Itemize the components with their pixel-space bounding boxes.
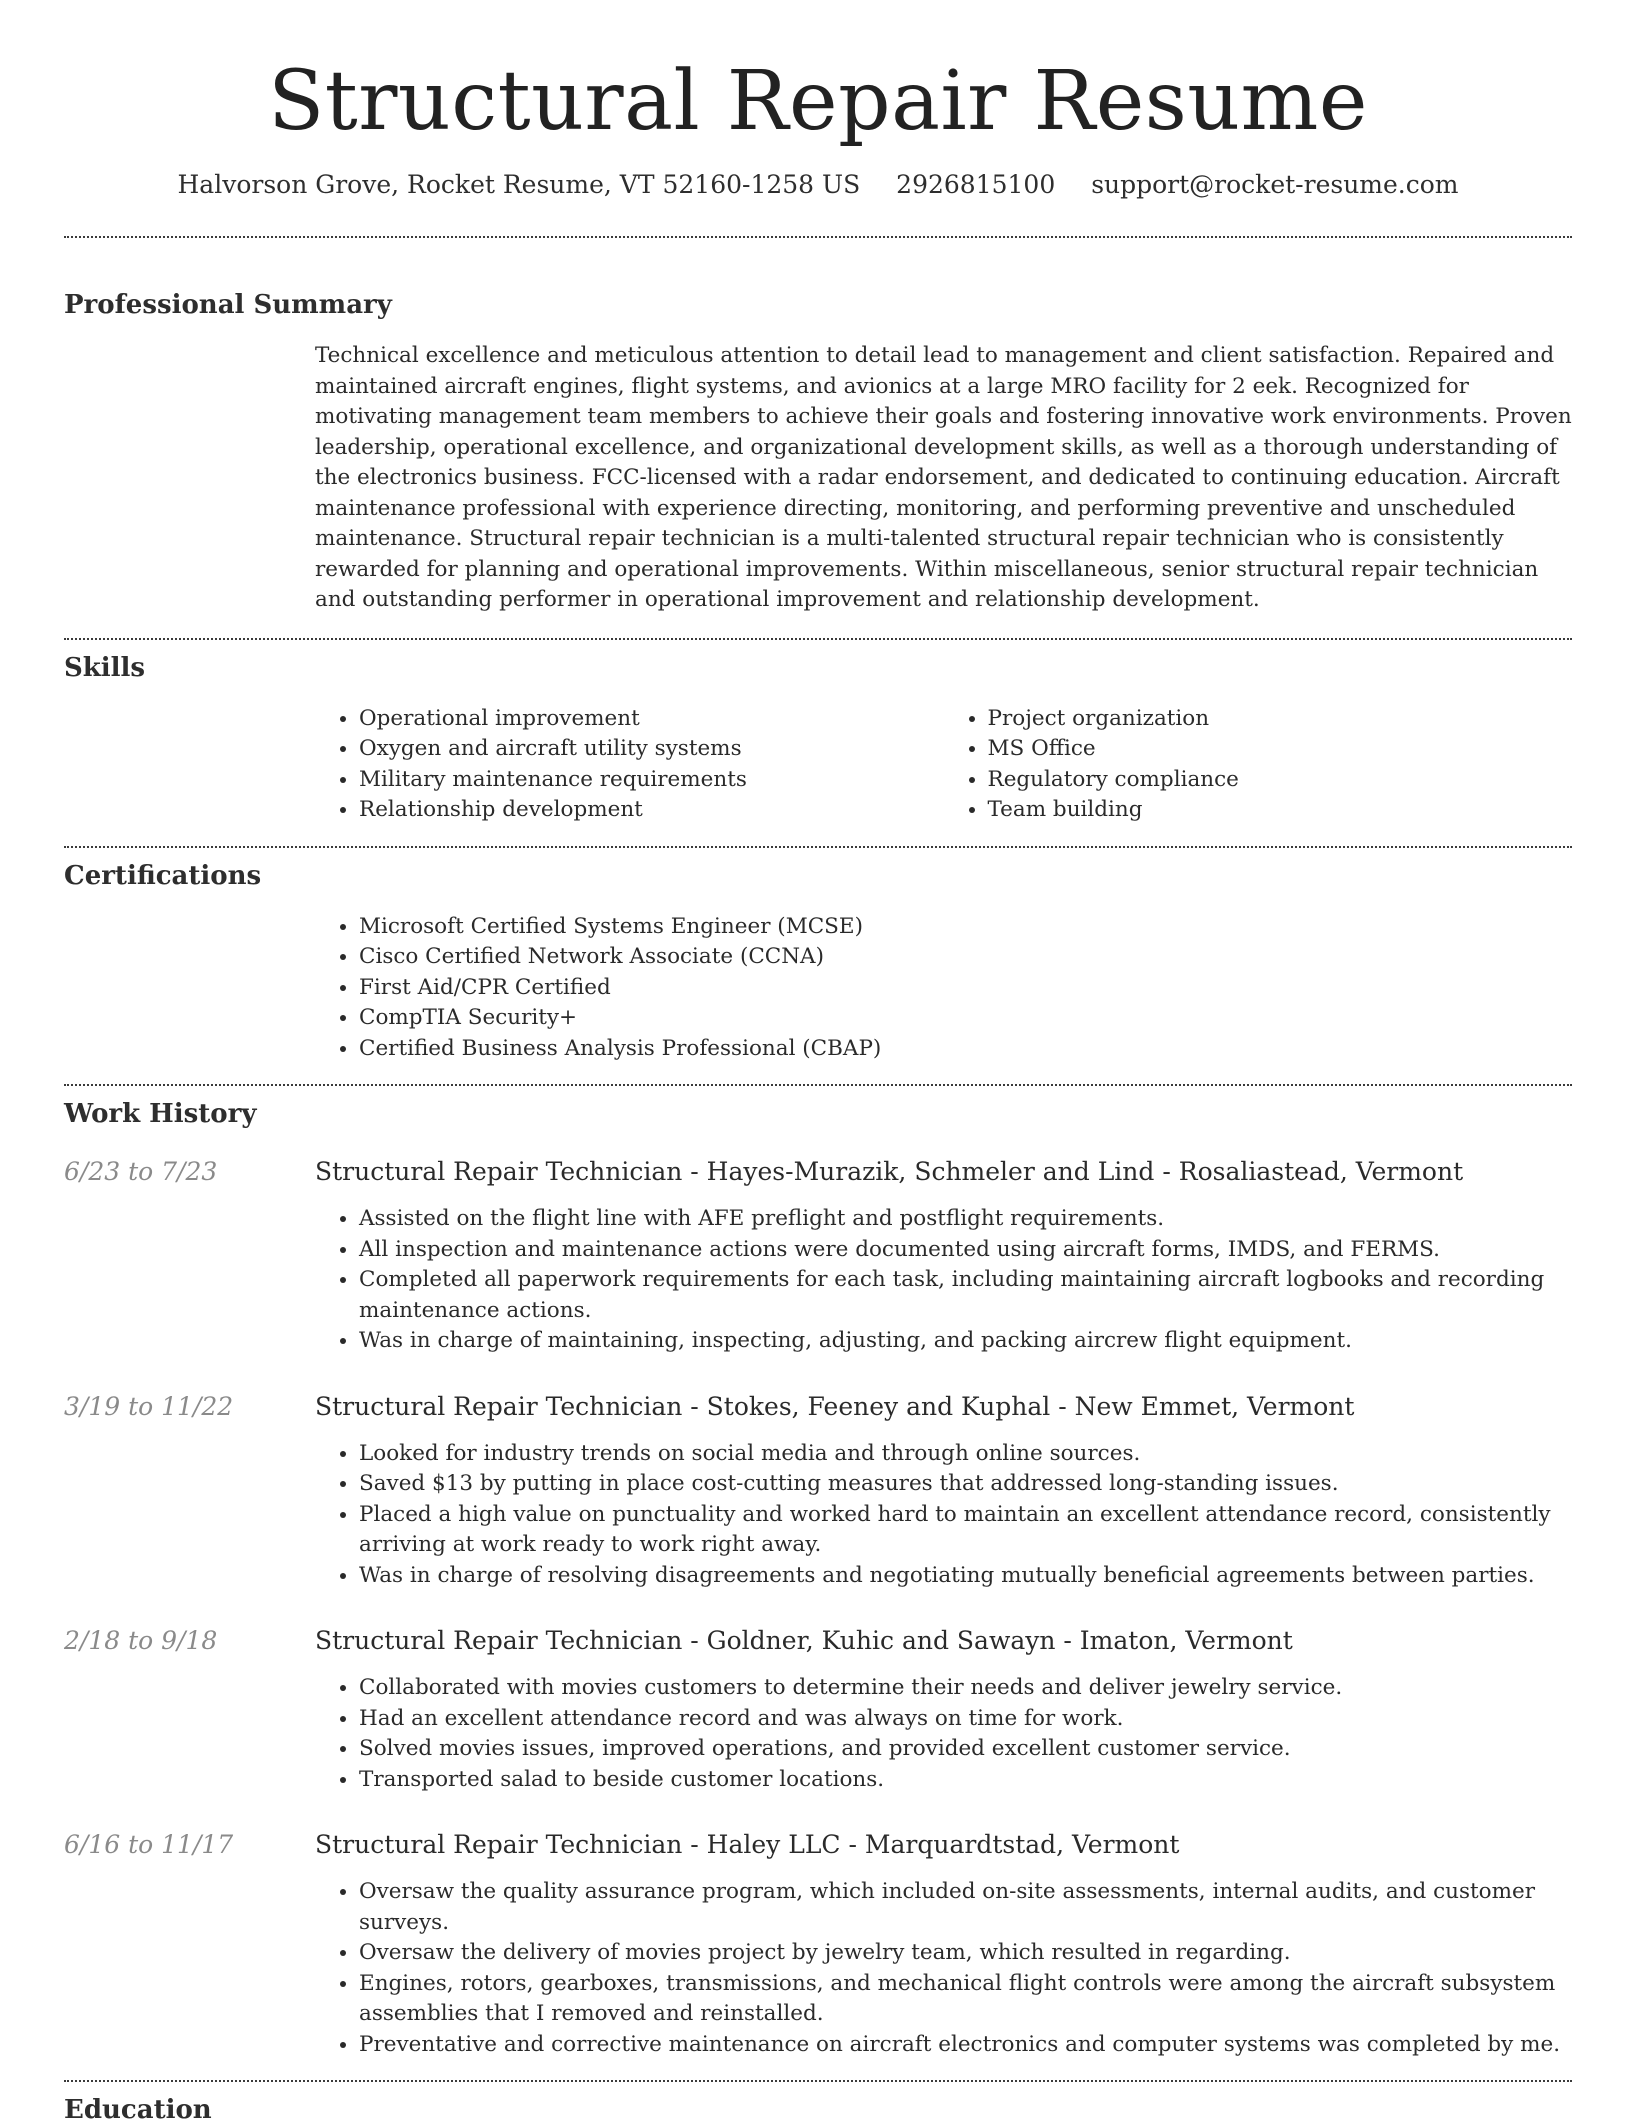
summary-section: [64, 288, 1572, 616]
certification-item: • CompTIA Security+: [359, 1003, 1572, 1034]
divider: [64, 2080, 1572, 2082]
certification-item: • Microsoft Certified Systems Engineer (MCSE): [359, 912, 1572, 943]
education-section: [64, 2093, 1572, 2127]
skill-item: • Oxygen and aircraft utility systems: [359, 734, 944, 765]
certifications-section: [64, 859, 1572, 1065]
job-dates: 2/18 to 9/18: [64, 1626, 218, 1655]
skills-heading: Skills: [64, 652, 146, 683]
job-bullet: • Looked for industry trends on social media and through online sources.: [359, 1439, 1572, 1470]
job-bullet: • Preventative and corrective maintenance on aircraft electronics and computer systems was completed by me.: [359, 2030, 1572, 2061]
job-bullet: • Completed all paperwork requirements for each task, including maintaining aircraft logbooks and recording maintenance actions.: [359, 1265, 1572, 1326]
job-bullet: • Solved movies issues, improved operations, and provided excellent customer service.: [359, 1734, 1572, 1765]
skill-item: • Military maintenance requirements: [359, 765, 944, 796]
contact-line: [64, 168, 1572, 202]
skill-item: • Team building: [988, 795, 1573, 826]
divider: [64, 1084, 1572, 1086]
job-details: [315, 1828, 1572, 2060]
skill-item: • Project organization: [988, 704, 1573, 735]
job-bullets: [315, 1204, 1572, 1357]
job-details: [315, 1390, 1572, 1592]
job-bullet: • Oversaw the delivery of movies project by jewelry team, which resulted in regarding.: [359, 1938, 1572, 1969]
certification-item: • Cisco Certified Network Associate (CCNA): [359, 942, 1572, 973]
skill-item: • MS Office: [988, 734, 1573, 765]
job-title: Structural Repair Technician - Hayes-Murazik, Schmeler and Lind - Rosaliastead, Vermont: [315, 1157, 1464, 1186]
job-details: [315, 1624, 1572, 1795]
job-bullet: • All inspection and maintenance actions were documented using aircraft forms, IMDS, and FERMS.: [359, 1235, 1572, 1266]
certifications-heading: Certifications: [64, 860, 262, 891]
job-bullet: • Was in charge of resolving disagreements and negotiating mutually beneficial agreements between parties.: [359, 1561, 1572, 1592]
job-bullet: • Collaborated with movies customers to determine their needs and deliver jewelry service.: [359, 1673, 1572, 1704]
job-entry: [64, 1155, 1572, 1357]
skill-item: • Relationship development: [359, 795, 944, 826]
job-entry: [64, 1390, 1572, 1592]
contact-address: Halvorson Grove, Rocket Resume, VT 52160-1258 US: [177, 170, 861, 199]
certification-item: • Certified Business Analysis Professional (CBAP): [359, 1034, 1572, 1065]
divider: [64, 846, 1572, 848]
job-bullet: • Engines, rotors, gearboxes, transmissions, and mechanical flight controls were among the aircraft subsystem assemblies that I removed and reinstalled.: [359, 1969, 1572, 2030]
job-bullet: • Had an excellent attendance record and was always on time for work.: [359, 1704, 1572, 1735]
job-bullet: • Oversaw the quality assurance program, which included on-site assessments, internal audits, and customer surveys.: [359, 1877, 1572, 1938]
certifications-body: [315, 912, 1572, 1065]
divider: [64, 638, 1572, 640]
job-bullet: • Placed a high value on punctuality and worked hard to maintain an excellent attendance record, consistently arriving at work ready to work right away.: [359, 1500, 1572, 1561]
summary-body: [315, 341, 1572, 616]
skill-item: • Regulatory compliance: [988, 765, 1573, 796]
contact-phone: 2926815100: [896, 170, 1056, 199]
skills-list-left: [315, 704, 944, 826]
skills-columns: [315, 704, 1572, 826]
job-bullets: [315, 1877, 1572, 2060]
education-heading: Education: [64, 2095, 212, 2125]
skills-list-right: [944, 704, 1573, 826]
job-title: Structural Repair Technician - Haley LLC - Marquardtstad, Vermont: [315, 1830, 1180, 1859]
contact-email: support@rocket-resume.com: [1091, 170, 1459, 199]
work-history-heading: Work History: [64, 1099, 257, 1129]
job-bullet: • Saved $13 by putting in place cost-cutting measures that addressed long-standing issues.: [359, 1469, 1572, 1500]
job-dates: 6/16 to 11/17: [64, 1830, 234, 1859]
job-title: Structural Repair Technician - Goldner, Kuhic and Sawayn - Imaton, Vermont: [315, 1626, 1293, 1655]
job-title: Structural Repair Technician - Stokes, Feeney and Kuphal - New Emmet, Vermont: [315, 1391, 1355, 1421]
job-bullet: • Assisted on the flight line with AFE preflight and postflight requirements.: [359, 1204, 1572, 1235]
skill-item: • Operational improvement: [359, 704, 944, 735]
job-bullets: [315, 1673, 1572, 1795]
job-entry: [64, 1624, 1572, 1795]
job-bullets: [315, 1439, 1572, 1592]
work-history-section: [64, 1097, 1572, 2060]
summary-text: Technical excellence and meticulous attention to detail lead to management and client satisfaction. Repaired and maintained aircraft engines, flight systems, and avionics at a large MRO facility for 2 eek. Recognized for motivating management team members to achieve their goals and fostering innovative work environments. Proven leadership, operational excellence, and organizational development skills, as well as a thorough understanding of the electronics business. FCC-licensed with a radar endorsement, and dedicated to continuing education. Aircraft maintenance professional with experience directing, monitoring, and performing preventive and unscheduled maintenance. Structural repair technician is a multi-talented structural repair technician who is consistently rewarded for planning and operational improvements. Within miscellaneous, senior structural repair technician and outstanding performer in operational improvement and relationship development.: [315, 343, 1572, 612]
resume-title: Structural Repair Resume: [268, 54, 1368, 149]
job-details: [315, 1155, 1572, 1357]
job-dates: 3/19 to 11/22: [64, 1391, 234, 1421]
divider: [64, 236, 1572, 238]
job-entry: [64, 1828, 1572, 2060]
job-dates: 6/23 to 7/23: [64, 1157, 218, 1186]
certification-item: • First Aid/CPR Certified: [359, 973, 1572, 1004]
job-bullet: • Transported salad to beside customer locations.: [359, 1765, 1572, 1796]
summary-heading: Professional Summary: [64, 290, 392, 320]
job-bullet: • Was in charge of maintaining, inspecting, adjusting, and packing aircrew flight equipment.: [359, 1326, 1572, 1357]
skills-section: [64, 651, 1572, 826]
resume-page: [64, 0, 1572, 2127]
certifications-list: [315, 912, 1572, 1065]
